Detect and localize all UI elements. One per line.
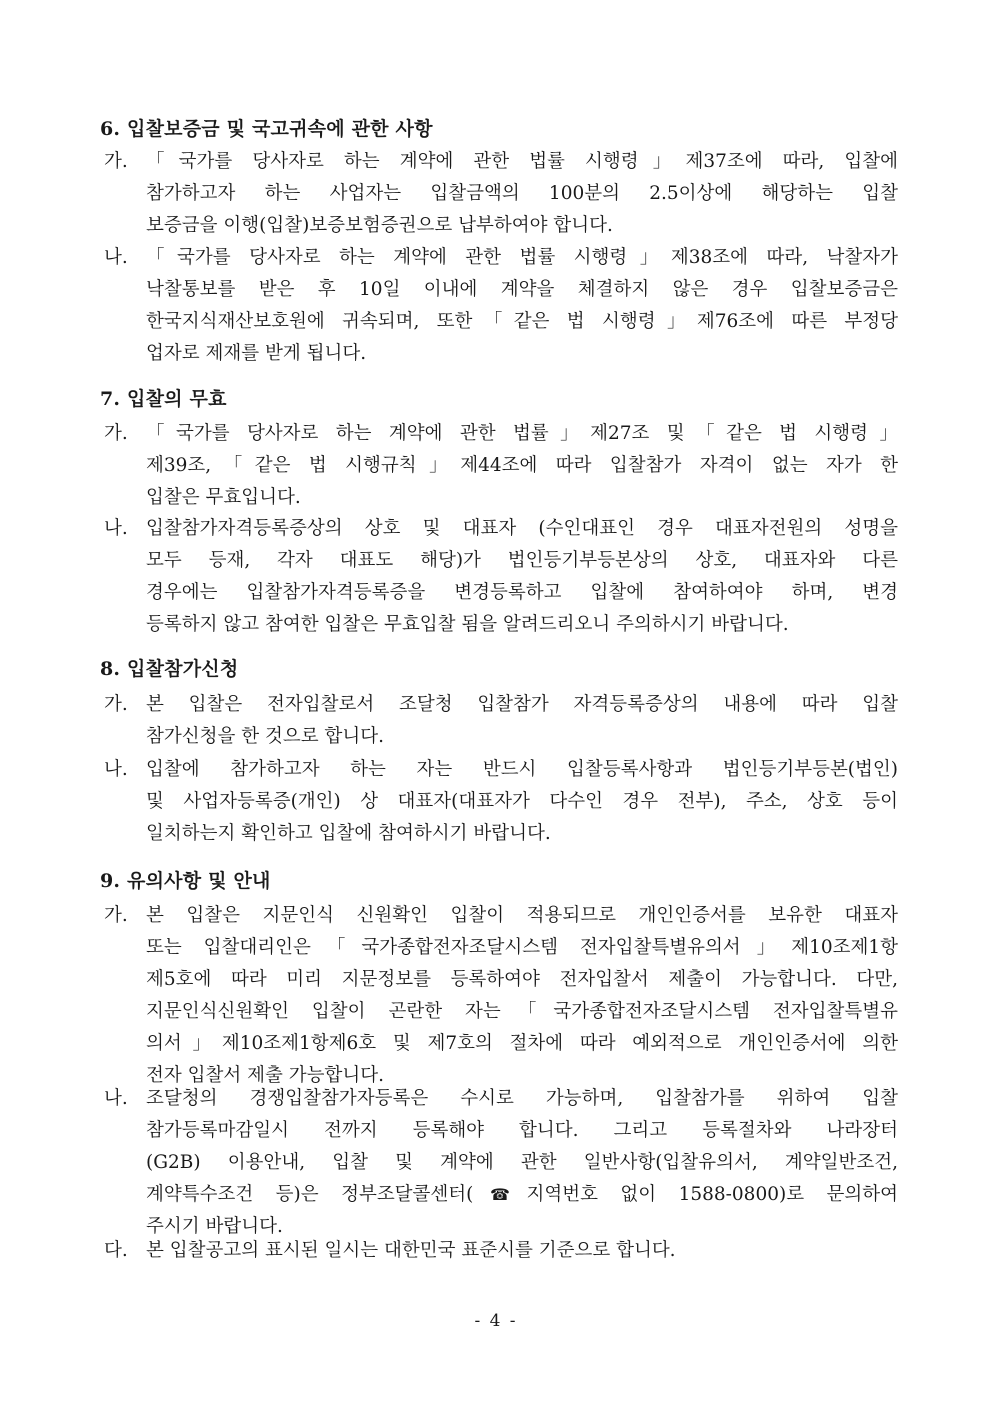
list-marker: 가. [104, 151, 128, 172]
text-line: 본 입찰은 전자입찰로서 조달청 입찰참가 자격등록증상의 내용에 따라 입찰 [146, 694, 898, 715]
section-heading-8: 8. 입찰참가신청 [100, 658, 239, 680]
list-marker: 나. [104, 247, 128, 268]
list-marker: 나. [104, 759, 128, 780]
list-marker: 가. [104, 905, 128, 926]
text-line: 경우에는 입찰참가자격등록증을 변경등록하고 입찰에 참여하여야 하며, 변경 [146, 582, 898, 603]
text-line: 모두 등재, 각자 대표도 해당)가 법인등기부등본상의 상호, 대표자와 다른 [146, 550, 898, 571]
text-line: 주시기 바랍니다. [146, 1216, 283, 1237]
text-line: 및 사업자등록증(개인) 상 대표자(대표자가 다수인 경우 전부), 주소, 상호 등이 [146, 791, 898, 812]
list-marker: 다. [104, 1240, 128, 1261]
text-line: 지문인식신원확인 입찰이 곤란한 자는「국가종합전자조달시스템 전자입찰특별유 [146, 1001, 898, 1022]
text-segment: 지역번호 없이 1588-0800)로 문의하여 [526, 1184, 898, 1205]
text-line: 입찰참가자격등록증상의 상호 및 대표자 (수인대표인 경우 대표자전원의 성명을 [146, 518, 898, 539]
text-line: 제5호에 따라 미리 지문정보를 등록하여야 전자입찰서 제출이 가능합니다. 다만, [146, 969, 898, 990]
text-line: 의서」제10조제1항제6호 및 제7호의 절차에 따라 예외적으로 개인인증서에 의한 [146, 1033, 898, 1054]
text-line: 등록하지 않고 참여한 입찰은 무효입찰 됨을 알려드리오니 주의하시기 바랍니다. [146, 614, 789, 635]
text-line: 낙찰통보를 받은 후 10일 이내에 계약을 체결하지 않은 경우 입찰보증금은 [146, 279, 898, 300]
list-marker: 가. [104, 423, 128, 444]
text-line: 입찰에 참가하고자 하는 자는 반드시 입찰등록사항과 법인등기부등본(법인) [146, 759, 898, 780]
text-line: 「국가를 당사자로 하는 계약에 관한 법률」제27조 및「같은 법 시행령」 [146, 423, 898, 444]
list-marker: 가. [104, 694, 128, 715]
text-line: 본 입찰은 지문인식 신원확인 입찰이 적용되므로 개인인증서를 보유한 대표자 [146, 905, 898, 926]
text-line: 또는 입찰대리인은「국가종합전자조달시스템 전자입찰특별유의서」제10조제1항 [146, 937, 898, 958]
text-line: 조달청의 경쟁입찰참가자등록은 수시로 가능하며, 입찰참가를 위하여 입찰 [146, 1088, 898, 1109]
page-number: - 4 - [474, 1311, 518, 1331]
text-line: 전자 입찰서 제출 가능합니다. [146, 1065, 384, 1086]
text-line: 참가하고자 하는 사업자는 입찰금액의 100분의 2.5이상에 해당하는 입찰 [146, 183, 898, 204]
text-line: 「국가를 당사자로 하는 계약에 관한 법률 시행령」제38조에 따라, 낙찰자가 [146, 247, 898, 268]
section-heading-9: 9. 유의사항 및 안내 [100, 870, 271, 892]
text-line-with-phone [146, 1179, 898, 1211]
text-line: (G2B) 이용안내, 입찰 및 계약에 관한 일반사항(입찰유의서, 계약일반조건, [146, 1152, 898, 1173]
text-line: 「국가를 당사자로 하는 계약에 관한 법률 시행령」제37조에 따라, 입찰에 [146, 151, 898, 172]
list-marker: 나. [104, 518, 128, 539]
text-line: 본 입찰공고의 표시된 일시는 대한민국 표준시를 기준으로 합니다. [146, 1240, 676, 1261]
list-marker: 나. [104, 1088, 128, 1109]
text-segment: 계약특수조건 등)은 정부조달콜센터( [146, 1184, 474, 1205]
text-line: 제39조,「같은 법 시행규칙」제44조에 따라 입찰참가 자격이 없는 자가 한 [146, 455, 898, 476]
text-line: 일치하는지 확인하고 입찰에 참여하시기 바랍니다. [146, 823, 551, 844]
text-line: 보증금을 이행(입찰)보증보험증권으로 납부하여야 합니다. [146, 215, 613, 236]
telephone-icon: ☎ [473, 1185, 527, 1204]
text-line: 업자로 제재를 받게 됩니다. [146, 343, 367, 364]
text-line: 한국지식재산보호원에 귀속되며, 또한「같은 법 시행령」제76조에 따른 부정당 [146, 311, 898, 332]
text-line: 참가등록마감일시 전까지 등록해야 합니다. 그리고 등록절차와 나라장터 [146, 1120, 898, 1141]
section-heading-7: 7. 입찰의 무효 [100, 388, 227, 410]
section-heading-6: 6. 입찰보증금 및 국고귀속에 관한 사항 [100, 118, 433, 140]
text-line: 참가신청을 한 것으로 합니다. [146, 726, 384, 747]
text-line: 입찰은 무효입니다. [146, 487, 301, 508]
